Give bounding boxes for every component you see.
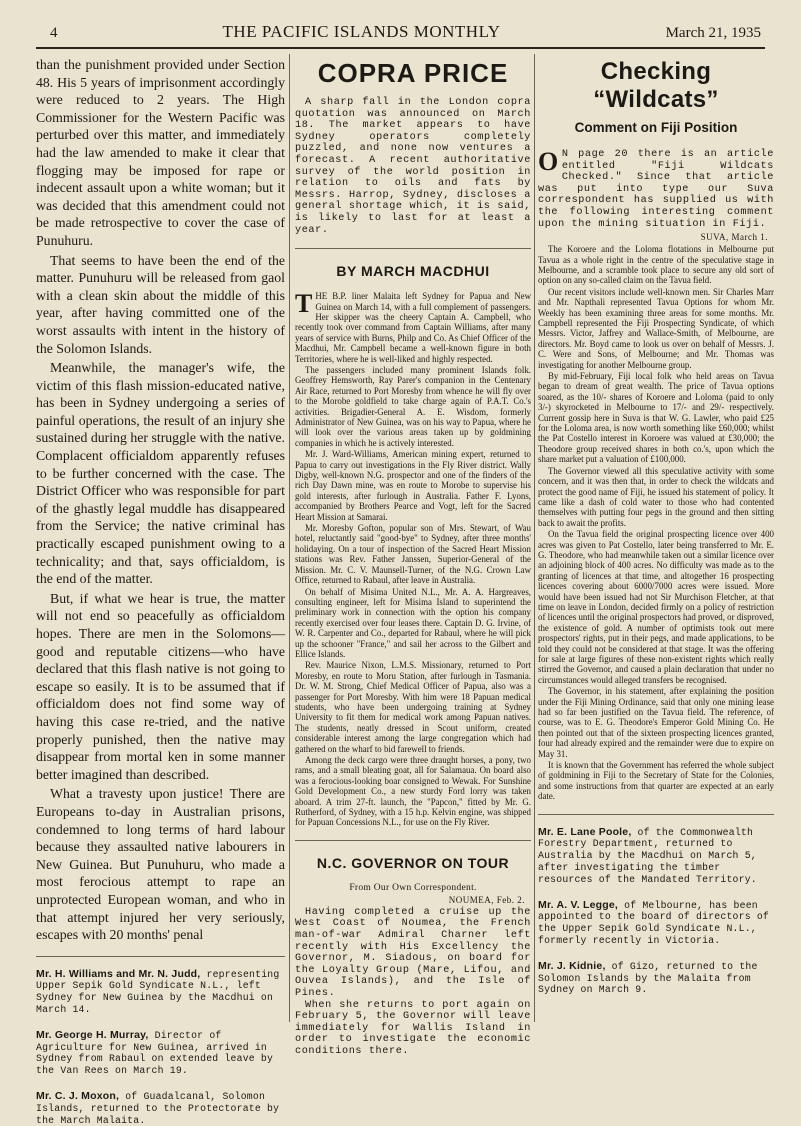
personal-note: [538, 827, 774, 886]
publication-title: THE PACIFIC ISLANDS MONTHLY: [222, 22, 501, 41]
copra-heading: COPRA PRICE: [317, 58, 509, 88]
column-right: [538, 56, 774, 1032]
personal-note: [538, 961, 774, 996]
note-name: Mr. J. Kidnie,: [538, 959, 606, 972]
paragraph: [538, 149, 774, 230]
paragraph: Mr. J. Ward-Williams, American mining expert, returned to Papua to carry out investigations in the Fly River district. Wally Digby, well-known N.G. prospector and one of the finders of the rich Day Dawn mine, was en route to Morobe to supervise his gold interests, after furlough in Australia. Father F. Lyons, accompanied by Brothers Pearce and Vogt, left for the Sacred Heart Mission at Samarai.: [295, 449, 531, 522]
paragraph: On behalf of Misima United N.L., Mr. A. A. Hargreaves, consulting engineer, left for Misima Island to superintend the preliminary work in connection with the option his company recently exercised over four leases there. Captain D. G. Irvine, of W. R. Carpenter and Co., departed for Rabaul, where he will pick up the schooner "France," and sail her across to the Gilbert and Ellice Islands.: [295, 586, 531, 659]
copra-article: [295, 97, 531, 236]
nc-governor-article: [295, 907, 531, 1058]
paragraph: A sharp fall in the London copra quotation was announced on March 18. The market appears to have Sydney operators completely puzzled, and none now ventures a forecast. A recent authoritative survey of the world position in relation to oils and fats by Messrs. Harrop, Sydney, discloses a general shortage which, it is said, is likely to last for at least a year.: [295, 97, 531, 236]
note-name: Mr. George H. Murray,: [36, 1028, 149, 1041]
note-name: Mr. E. Lane Poole,: [538, 825, 632, 838]
note-text: of Guadalcanal, Solomon Islands, returned to the Protectorate by the March Malaita.: [36, 1091, 280, 1126]
drop-cap: O: [538, 147, 559, 176]
page-header: [50, 22, 761, 46]
paragraph-text: N page 20 there is an article entitled "Fiji Wildcats Checked." Since that article was put into type our Suva correspondent has supplied us with the following interesting comment upon the mining situation in Fiji.: [538, 149, 774, 230]
byline: From Our Own Correspondent.: [349, 882, 477, 893]
wildcats-article: [538, 244, 774, 802]
article-punuhuru: [36, 56, 285, 944]
personal-notes-right: [538, 814, 774, 997]
paragraph: The Governor viewed all this speculative activity with some concern, and it was then that, in order to check the wildcats and protect the good name of Fiji, he issued his statement of policy. It came like a dash of cold water to those who had contented themselves with putting four pegs in the ground and then sitting back to await the profits.: [538, 465, 774, 528]
paragraph: That seems to have been the end of the matter. Punuhuru will be released from gaol with a clean skin about the middle of this year, after having committed one of the worst assaults with intent in the history of the Solomon Islands.: [36, 252, 285, 356]
nc-governor-heading: N.C. GOVERNOR ON TOUR: [316, 854, 510, 871]
personal-note: [36, 1030, 285, 1077]
paragraph: Mr. Moresby Gofton, popular son of Mrs. Stewart, of Wau hotel, reluctantly said "good-bye" to Sydney, after three months' holidaying. On a tour of inspection of the Sacred Heart Mission stations was Rev. Father Janssen, Superior-General of the Mission. Mr. C. V. Maunsell-Turner, of the N.G. Crown Law Office, returned to Rabaul, after leave in Australia.: [295, 523, 531, 586]
paragraph: Having completed a cruise up the West Coast of Noumea, the French man-of-war Admiral Charner left recently with His Excellency the Governor, M. Siadous, on board for the Loyalty Group (Mare, Lifou, and Ouvea Islands), and the Isle of Pines.: [295, 906, 531, 999]
note-name: Mr. H. Williams and Mr. N. Judd,: [36, 967, 201, 980]
wildcats-intro: [538, 149, 774, 230]
dateline: SUVA, March 1.: [700, 232, 768, 243]
section-rule: [295, 248, 531, 249]
paragraph: What a travesty upon justice! There are Europeans to-day in Australian prisons, condemned to long terms of hard labour because they assaulted native labourers in New Guinea. But Punuhuru, who made a most ferocious attempt to rape an unprotected European woman, and who in that attempt injured her very seriously, escapes with 20 months' penal: [36, 786, 285, 943]
paragraph: The Governor, in his statement, after explaining the position under the Fiji Mining Ordinance, said that only one mining lease had so far been justified on the Tavua field. The reference, of course, was to E. G. Theodore's Emperor Gold Mining Co. He then pointed out that of the sixteen prospecting licences granted, four had already expired and the remainder were due to expire on May 31.: [538, 686, 774, 759]
paragraph: The passengers included many prominent Islands folk. Geoffrey Hemsworth, Ray Parer's companion in the Centenary Air Race, returned to Port Moresby from whence he will fly over to the Morobe goldfield to take charge again of P.A.T. Co.'s activities. Brigadier-General A. E. Wisdom, formerly Administrator of New Guinea, was on his way to Papua, where he will look over the various areas taken up by goldmining companies in which he is actively interested.: [295, 364, 531, 448]
paragraph: On the Tavua field the original prospecting licence over 400 acres was given to Pat Costello, later being transferred to Mr. E. G. Theodore, who had meanwhile taken out a similar licence over an adjoining block of 400 acres. No difficulty was made as to the granting of licences at that time, and altogether 16 prospecting licences covering about 6000/7000 acres were issued. More would have been issued had not Sir Murchison Fletcher, at that time on leave in London, decided firmly on a policy of restriction of licences until the original prospectors had proved, or disproved, the existence of gold. A number of optimists took out mere prospectors' rights, put in their pegs, and made applications, to be told they could not be considered at that stage. It was the offering for sale at large figures of these non-existent rights which really stirred the Governor, and caused a plain declaration that under no circumstances would alleged transfers be recognised.: [538, 529, 774, 685]
wildcats-heading: Checking “Wildcats”: [593, 58, 719, 113]
paragraph: By mid-February, Fiji local folk who held areas on Tavua began to dream of great wealth. The price of Tavua options soared, as the 10/- shares of Koroere and Loloma (paid to only 3/-) skyrocketed in Melbourne to 17/- and 29/- respectively. Current gossip here in Suva is that W. G. Lawler, who paid £25 for the Loloma area, is now worth something like £60,000; whilst the Pat Costello interest in Koroere was valued at £30,000; the Theodore group received shares in both co.'s, upon which the share market put a valuation of £100,000.: [538, 371, 774, 465]
column-left: [36, 56, 285, 1126]
paragraph: Among the deck cargo were three draught horses, a pony, two rams, and a small bleating goat, all for Salamaua. On board also was a ferocious-looking boar consigned to Wewak. For Sunshine Gold Development Co., a new sturdy Ford lorry was taken aboard. A trim 27-ft. launch, the "Papcon," fitted by Mr. G. Rutherford, of Sydney, with a 15 h.p. Kelvin engine, was shipped for Papuan Concessions N.L., for use on the Fly River.: [295, 755, 531, 828]
note-text: of Gizo, returned to the Solomon Islands by the Malaita from Sydney on March 9.: [538, 960, 758, 996]
note-text: Director of Agriculture for New Guinea, arrived in Sydney from Rabaul on extended leave by the Van Rees on March 19.: [36, 1029, 274, 1077]
paragraph: Our recent visitors include well-known men. Sir Charles Marr and Mr. Napthali represented Tavua Options for whom Mr. Weekly has been examining three areas for some months. Mr. Campbell represented the Fiji Prospecting Syndicate, of which Messrs. Victor, Jaffrey and Wallace-Smith, of Melbourne, are directors. Mr. Boyd came to look us over on behalf of Messrs. J. C. Were and Sons, of Melbourne; and Mr. Thomas was investigating for another Melbourne group.: [538, 286, 774, 370]
section-rule: [295, 840, 531, 841]
header-rule: [36, 47, 765, 49]
issue-date: March 21, 1935: [665, 25, 761, 41]
paragraph: Rev. Maurice Nixon, L.M.S. Missionary, returned to Port Moresby, en route to Moru Station, after furlough in Tasmania. Dr. W. M. Strong, Chief Medical Officer of Papua, also was a passenger for Port Moresby. With him were 18 Papuan medical students, who have been undergoing training at Sydney University to fit them for medical work among Papuan natives. The students, neatly dressed in Scout uniform, created considerable interest among the large congregation which had gathered on the wharf to bid farewell to friends.: [295, 660, 531, 754]
note-text: of the Commonwealth Forestry Department, returned to Australia by the Macdhui on March 5, after investigating the timber resources of the Mandated Territory.: [538, 826, 757, 885]
paragraph: It is known that the Government has referred the whole subject of goldmining in Fiji to the Secretary of State for the Colonies, and some instructions from that quarter are expected at an early date.: [538, 760, 774, 802]
drop-cap: T: [295, 289, 313, 319]
paragraph-text: HE B.P. liner Malaita left Sydney for Papua and New Guinea on March 14, with a full complement of passengers. Her skipper was the cheery Captain A. Campbell, who recently took over command from Captain Williams, after many years of service with Burns, Philp and Co. As Chief Officer of the Macdhui, Mr. Campbell became a well-known figure in both Territories, where he is well-liked and highly respected.: [295, 291, 531, 364]
note-text: representing Upper Sepik Gold Syndicate N.L., left Sydney for New Guinea by the Macdhui on March 14.: [36, 968, 280, 1016]
paragraph: [295, 291, 531, 364]
note-name: Mr. C. J. Moxon,: [36, 1090, 120, 1103]
personal-note: [538, 900, 774, 947]
column-divider-2: [534, 54, 535, 1022]
personal-note: [36, 1091, 285, 1126]
page-number: 4: [50, 25, 58, 41]
personal-notes-left: [36, 956, 285, 1126]
column-divider-1: [289, 54, 290, 1022]
macdhui-heading: BY MARCH MACDHUI: [336, 263, 490, 280]
paragraph: Meanwhile, the manager's wife, the victim of this flash mission-educated native, has been in Sydney undergoing a series of painful operations, the result of an injury she sustained during her struggle with the native. Complacent officialdom apparently refuses to be further concerned with the case. The District Officer who was responsible for part of the ghastly legal muddle has disappeared from the Service; the native criminal has practically escaped punishment owing to a technicality; and that, says officialdom, is the end of the matter.: [36, 360, 285, 587]
paragraph: When she returns to port again on February 5, the Governor will leave immediately for Wallis Island in order to investigate the economic conditions there.: [295, 999, 531, 1057]
paragraph: than the punishment provided under Section 48. His 5 years of imprisonment accordingly were reduced to 2 years. The High Commissioner for the Western Pacific was perturbed over this matter, and immediately had the law amended to make it clear that flogging may be imposed for rape or indecent assault upon a white woman; but it was decided that this amendment could not be made retrospective to cover the case of Punuhuru.: [36, 57, 285, 248]
note-name: Mr. A. V. Legge,: [538, 898, 619, 911]
dateline: NOUMEA, Feb. 2.: [448, 894, 525, 905]
paragraph: But, if what we hear is true, the matter will not end so peacefully as officialdom hopes. There are men in the Solomons—good and reputable citizens—who have declared that this flash native is not going to escape so easily. It is to be assumed that if officialdom does not find some way of having this case re-tried, and the native properly punished, then the native may disappear from mortal ken in some manner better imagined than described.: [36, 590, 285, 782]
macdhui-article: [295, 291, 531, 828]
personal-note: [36, 969, 285, 1016]
note-text: of Melbourne, has been appointed to the board of directors of the Upper Sepik Gold Syndicate N.L., formerly recently in Victoria.: [538, 899, 770, 947]
column-middle: [295, 56, 531, 1057]
wildcats-subheading: Comment on Fiji Position: [574, 120, 738, 135]
paragraph: The Koroere and the Loloma flotations in Melbourne put Tavua as a whole right in the centre of the speculative stage in Melbourne, and a scramble took place to secure any old sort of option on any so-called claim on the Tavua field.: [538, 244, 774, 286]
